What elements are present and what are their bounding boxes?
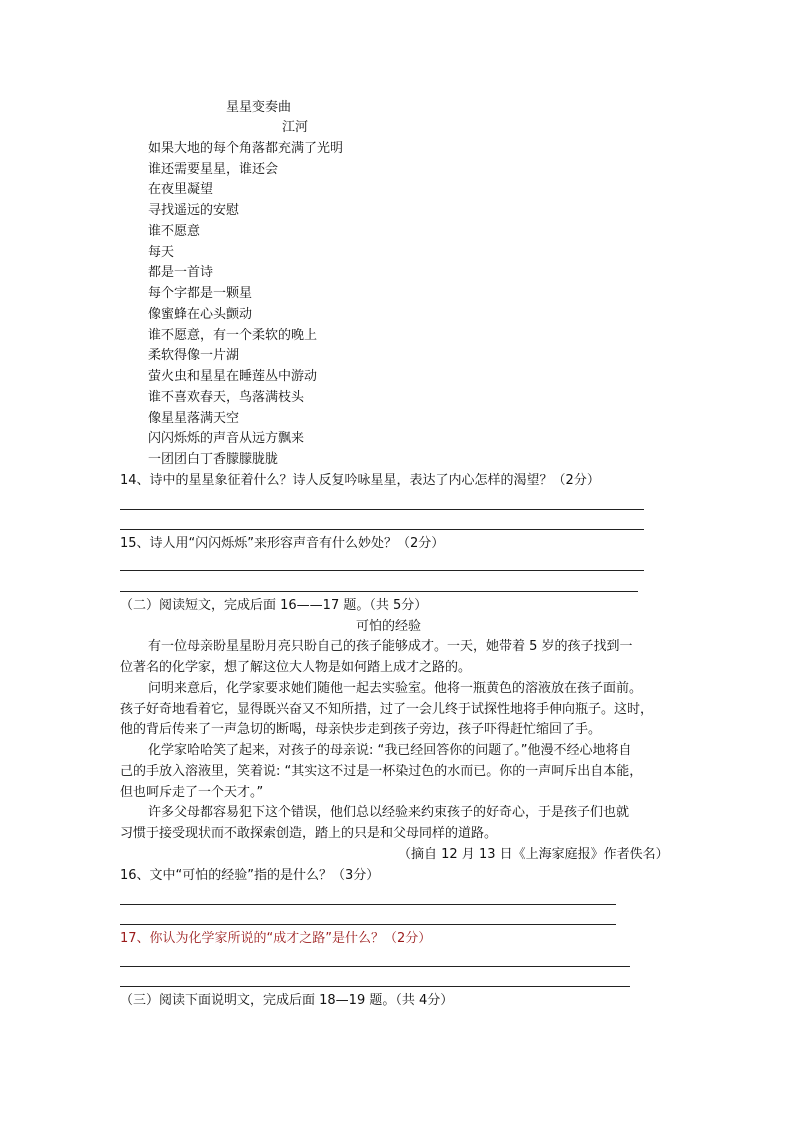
article-line: 己的手放入溶液里，笑着说: “其实这不过是一杯染过色的水而已。你的一声呵斥出自本能， — [120, 764, 643, 779]
poem-line: 像蜜蜂在心头颤动 — [148, 307, 253, 322]
article-line: 位著名的化学家，想了解这位大人物是如何踏上成才之路的。 — [120, 660, 472, 675]
poem-line: 谁还需要星星，谁还会 — [148, 162, 279, 177]
article-line: 有一位母亲盼星星盼月亮只盼自己的孩子能够成才。一天，她带着 5 岁的孩子找到一 — [148, 639, 633, 654]
answer-line[interactable] — [120, 570, 644, 571]
poem-line: 如果大地的每个角落都充满了光明 — [148, 141, 344, 156]
poem-line: 柔软得像一片湖 — [148, 348, 240, 363]
poem-line: 每天 — [148, 245, 175, 260]
question-14: 14、诗中的星星象征着什么？诗人反复吟咏星星，表达了内心怎样的渴望？（2分） — [120, 473, 600, 488]
section-2-heading: （二）阅读短文，完成后面 16——17 题。（共 5分） — [120, 598, 428, 613]
answer-line[interactable] — [120, 904, 616, 905]
article-line: 但也呵斥走了一个天才。” — [120, 785, 264, 800]
poem-author: 江河 — [282, 120, 309, 135]
article-line: 孩子好奇地看着它，显得既兴奋又不知所措，过了一会儿终于试探性地将手伸向瓶子。这时， — [120, 702, 654, 717]
answer-line[interactable] — [120, 986, 630, 987]
answer-line[interactable] — [120, 509, 644, 510]
poem-title: 星星变奏曲 — [226, 100, 292, 115]
answer-line[interactable] — [120, 591, 638, 592]
question-16: 16、文中“可怕的经验”指的是什么？（3分） — [120, 868, 380, 883]
article-line: 化学家哈哈笑了起来，对孩子的母亲说: “我已经回答你的问题了。”他漫不经心地将自 — [148, 743, 632, 758]
poem-line: 谁不愿意，有一个柔软的晚上 — [148, 328, 318, 343]
section-3-heading: （三）阅读下面说明文，完成后面 18—19 题。（共 4分） — [120, 993, 454, 1008]
poem-line: 每个字都是一颗星 — [148, 286, 253, 301]
answer-line[interactable] — [120, 529, 644, 530]
poem-line: 在夜里凝望 — [148, 182, 214, 197]
article-source: （摘自 12 月 13 日《上海家庭报》作者佚名） — [398, 847, 669, 862]
poem-line: 像星星落满天空 — [148, 411, 240, 426]
question-17: 17、你认为化学家所说的“成才之路”是什么？（2分） — [120, 931, 432, 946]
article-line: 习惯于接受现状而不敢探索创造，踏上的只是和父母同样的道路。 — [120, 826, 498, 841]
answer-line[interactable] — [120, 924, 616, 925]
article-line: 他的背后传来了一声急切的断喝，母亲快步走到孩子旁边，孩子吓得赶忙缩回了手。 — [120, 722, 602, 737]
poem-line: 寻找遥远的安慰 — [148, 203, 240, 218]
poem-line: 闪闪烁烁的声音从远方飘来 — [148, 431, 305, 446]
article-line: 许多父母都容易犯下这个错误，他们总以经验来约束孩子的好奇心，于是孩子们也就 — [148, 805, 630, 820]
poem-line: 萤火虫和星星在睡莲丛中游动 — [148, 369, 318, 384]
article-title: 可怕的经验 — [356, 619, 422, 634]
article-line: 问明来意后，化学家要求她们随他一起去实验室。他将一瓶黄色的溶液放在孩子面前。 — [148, 681, 643, 696]
question-15: 15、诗人用“闪闪烁烁”来形容声音有什么妙处？（2分） — [120, 536, 445, 551]
poem-line: 谁不喜欢春天，鸟落满枝头 — [148, 390, 305, 405]
answer-line[interactable] — [120, 966, 630, 967]
poem-line: 都是一首诗 — [148, 265, 214, 280]
poem-line: 一团团白丁香朦朦胧胧 — [148, 452, 279, 467]
poem-line: 谁不愿意 — [148, 224, 201, 239]
